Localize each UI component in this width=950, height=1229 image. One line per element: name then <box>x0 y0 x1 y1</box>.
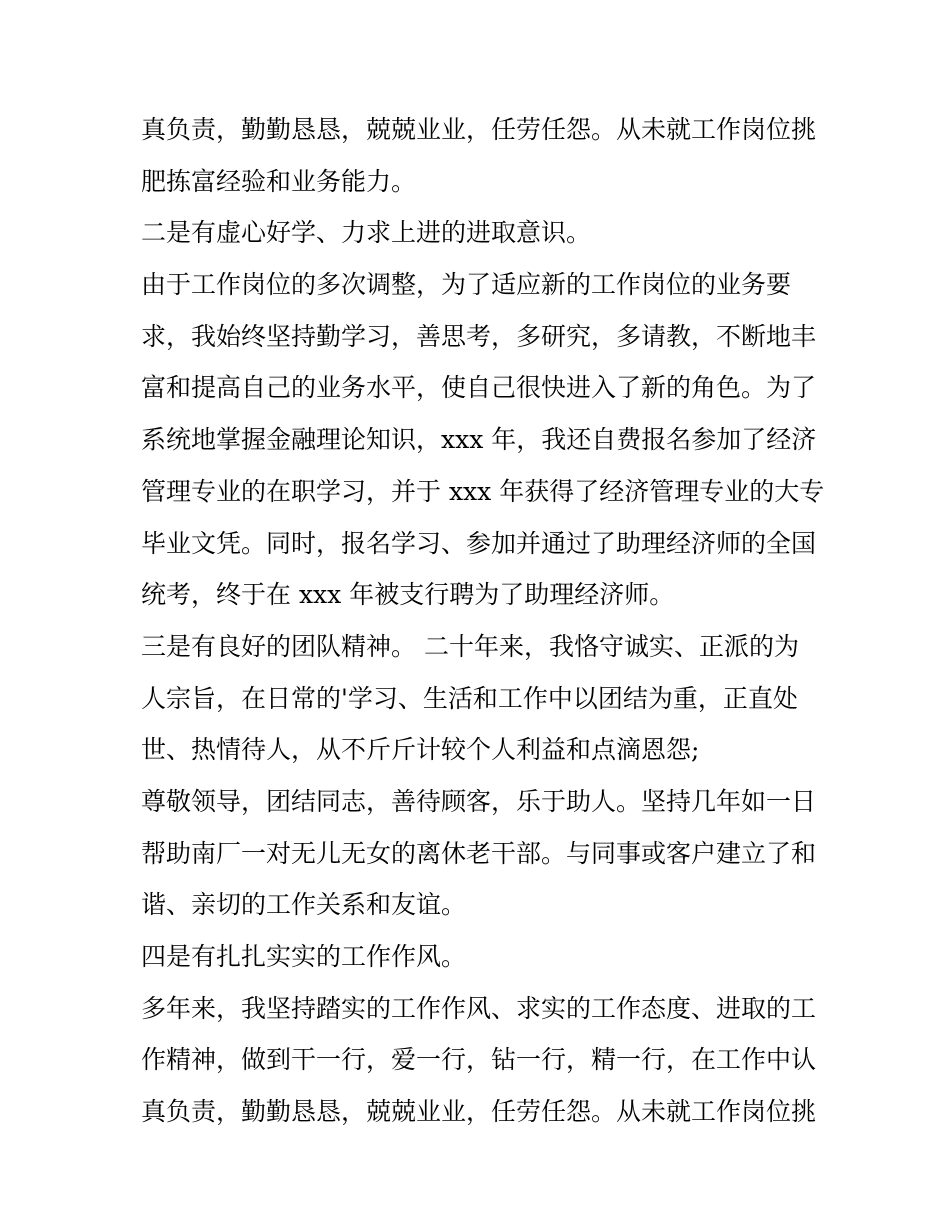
section-heading: 三是有良好的团队精神。 二十年来，我恪守诚实、正派的为 <box>141 631 799 661</box>
text-line: 管理专业的在职学习，并于 xxx 年获得了经济管理专业的大专 <box>141 476 825 506</box>
text-line: 真负责，勤勤恳恳，兢兢业业，任劳任怨。从未就工作岗位挑 <box>141 1097 817 1127</box>
text-line: 帮助南厂一对无儿无女的离休老干部。与同事或客户建立了和 <box>141 838 817 868</box>
text-line: 真负责，勤勤恳恳，兢兢业业，任劳任怨。从未就工作岗位挑 <box>141 115 817 144</box>
text-line: 系统地掌握金融理论知识，xxx 年，我还自费报名参加了经济 <box>141 425 817 455</box>
text-line: 多年来，我坚持踏实的工作作风、求实的工作态度、进取的工 <box>141 993 817 1023</box>
text-line: 统考，终于在 xxx 年被支行聘为了助理经济师。 <box>141 580 675 610</box>
text-line: 世、热情待人，从不斤斤计较个人利益和点滴恩怨; <box>141 735 700 765</box>
text-line: 作精神，做到干一行，爱一行，钻一行，精一行，在工作中认 <box>141 1045 817 1075</box>
body-text <box>141 104 841 1138</box>
section-heading: 二是有虚心好学、力求上进的进取意识。 <box>141 218 592 248</box>
text-line: 求，我始终坚持勤学习，善思考，多研究，多请教，不断地丰 <box>141 321 817 351</box>
text-line: 肥拣富经验和业务能力。 <box>141 166 417 196</box>
text-line: 由于工作岗位的多次调整，为了适应新的工作岗位的业务要 <box>141 270 792 300</box>
text-line: 毕业文凭。同时，报名学习、参加并通过了助理经济师的全国 <box>141 528 817 558</box>
text-line: 人宗旨，在日常的'学习、生活和工作中以团结为重，正直处 <box>141 683 798 713</box>
text-line: 富和提高自己的业务水平，使自己很快进入了新的角色。为了 <box>141 373 817 403</box>
text-line: 尊敬领导，团结同志，善待顾客，乐于助人。坚持几年如一日 <box>141 786 817 816</box>
section-heading: 四是有扎扎实实的工作作风。 <box>141 942 467 971</box>
text-line: 谐、亲切的工作关系和友谊。 <box>141 890 467 920</box>
